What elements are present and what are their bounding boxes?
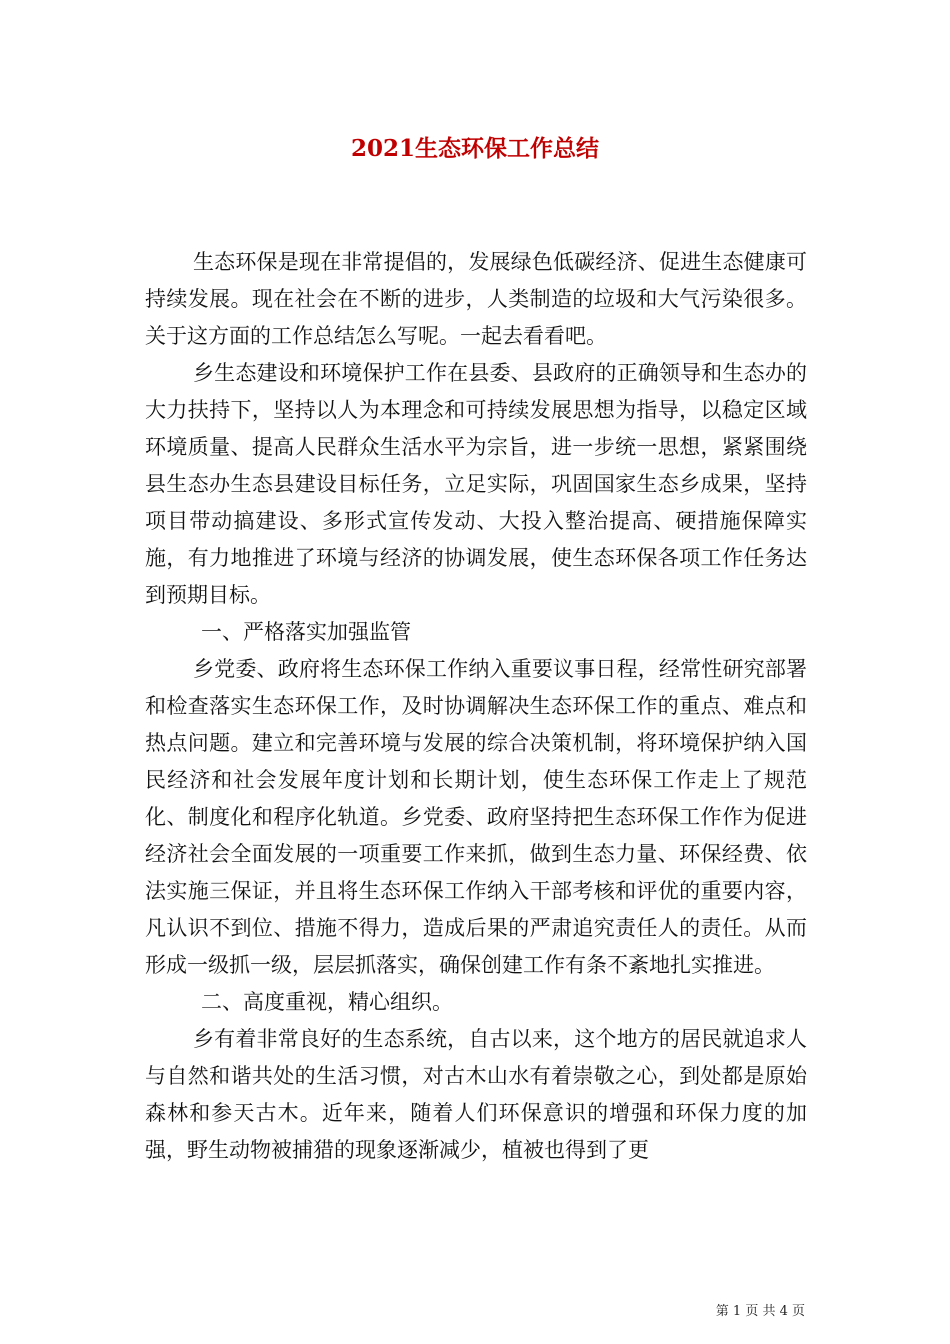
section-heading-2: 二、高度重视，精心组织。 — [201, 990, 453, 1014]
page-number-footer: 第 1 页 共 4 页 — [715, 1304, 805, 1319]
document-body — [145, 244, 807, 1169]
intro-paragraph: 生态环保是现在非常提倡的，发展绿色低碳经济、促进生态健康可持续发展。现在社会在不断的进步，人类制造的垃圾和大气污染很多。关于这方面的工作总结怎么写呢。一起去看看吧。 — [145, 250, 807, 348]
section-heading-1: 一、严格落实加强监管 — [201, 620, 411, 644]
document-title: 2021生态环保工作总结 — [350, 135, 599, 162]
overview-paragraph: 乡生态建设和环境保护工作在县委、县政府的正确领导和生态办的大力扶持下，坚持以人为本理念和可持续发展思想为指导，以稳定区域环境质量、提高人民群众生活水平为宗旨，进一步统一思想，紧紧围绕县生态办生态县建设目标任务，立足实际，巩固国家生态乡成果，坚持项目带动搞建设、多形式宣传发动、大投入整治提高、硬措施保障实施，有力地推进了环境与经济的协调发展，使生态环保各项工作任务达到预期目标。 — [145, 361, 807, 607]
section-1-paragraph: 乡党委、政府将生态环保工作纳入重要议事日程，经常性研究部署和检查落实生态环保工作，及时协调解决生态环保工作的重点、难点和热点问题。建立和完善环境与发展的综合决策机制，将环境保护纳入国民经济和社会发展年度计划和长期计划，使生态环保工作走上了规范化、制度化和程序化轨道。乡党委、政府坚持把生态环保工作作为促进经济社会全面发展的一项重要工作来抓，做到生态力量、环保经费、依法实施三保证，并且将生态环保工作纳入干部考核和评优的重要内容，凡认识不到位、措施不得力，造成后果的严肃追究责任人的责任。从而形成一级抓一级，层层抓落实，确保创建工作有条不紊地扎实推进。 — [145, 657, 807, 977]
section-2-paragraph: 乡有着非常良好的生态系统，自古以来，这个地方的居民就追求人与自然和谐共处的生活习惯，对古木山水有着崇敬之心，到处都是原始森林和参天古木。近年来，随着人们环保意识的增强和环保力度的加强，野生动物被捕猎的现象逐渐减少，植被也得到了更 — [145, 1027, 807, 1162]
